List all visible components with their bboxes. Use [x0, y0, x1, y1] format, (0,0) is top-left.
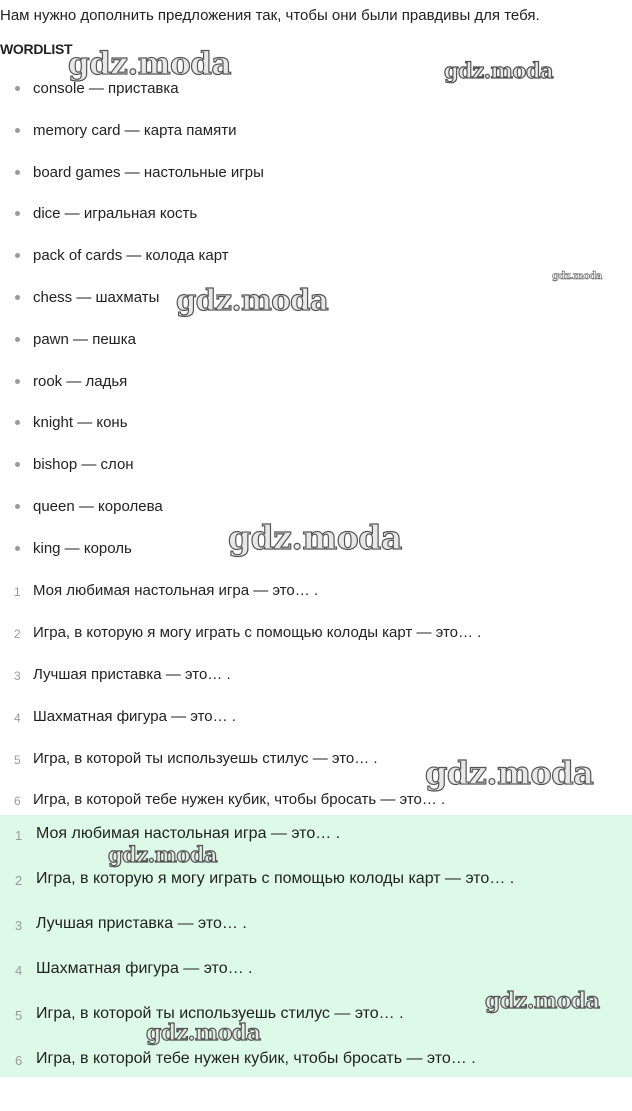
wordlist-item-text: pawn — пешка	[33, 330, 136, 348]
wordlist-item-text: memory card — карта памяти	[33, 121, 237, 139]
bullet-icon	[15, 253, 20, 258]
answer-item	[0, 1003, 514, 1048]
bullet-icon	[15, 504, 20, 509]
wordlist-item	[0, 121, 264, 163]
sentence-text: Шахматная фигура — это… .	[33, 707, 236, 725]
answer-number: 1	[15, 828, 23, 843]
wordlist-item-text: knight — конь	[33, 414, 128, 432]
wordlist-item-text: bishop — слон	[33, 456, 134, 474]
bullet-icon	[15, 295, 20, 300]
answer-text: Шахматная фигура — это… .	[36, 960, 253, 977]
wordlist-item-text: chess — шахматы	[33, 288, 160, 306]
wordlist-item-text: queen — королева	[33, 497, 163, 515]
bullet-icon	[15, 420, 20, 425]
wordlist-item	[0, 246, 264, 288]
answer-text: Лучшая приставка — это… .	[36, 915, 247, 932]
answer-box	[0, 815, 632, 1077]
bullet-icon	[15, 211, 20, 216]
sentence-number: 4	[14, 710, 21, 725]
sentence-item	[0, 664, 481, 706]
wordlist-item-text: king — король	[33, 539, 132, 557]
sentence-text: Моя любимая настольная игра — это… .	[33, 582, 319, 599]
watermark: gdz.moda	[68, 46, 231, 82]
wordlist-item-text: board games — настольные игры	[33, 163, 264, 181]
wordlist-item-text: rook — ладья	[33, 372, 128, 390]
sentence-text: Игра, в которой ты используешь стилус — это… .	[33, 749, 378, 767]
wordlist-item	[0, 539, 264, 581]
answer-item	[0, 958, 514, 1003]
bullet-icon	[15, 86, 20, 91]
answer-item	[0, 913, 514, 958]
answer-list	[0, 823, 514, 1093]
wordlist-item	[0, 330, 264, 372]
bullet-icon	[15, 379, 20, 384]
answer-number: 3	[15, 918, 23, 933]
answer-text: Игра, в которую я могу играть с помощью колоды карт — это… .	[36, 870, 515, 887]
wordlist	[0, 79, 264, 581]
wordlist-title: WORDLIST	[0, 41, 73, 57]
wordlist-item	[0, 497, 264, 539]
sentence-text: Лучшая приставка — это… .	[33, 665, 231, 683]
sentence-number: 6	[14, 794, 21, 809]
watermark: gdz.moda	[444, 58, 554, 83]
answer-text: Игра, в которой ты используешь стилус — это… .	[36, 1005, 404, 1022]
answer-text: Игра, в которой тебе нужен кубик, чтобы бросать — это… .	[36, 1050, 476, 1067]
answer-number: 4	[15, 963, 23, 978]
bullet-icon	[15, 128, 20, 133]
wordlist-item	[0, 413, 264, 455]
sentence-list	[0, 580, 481, 831]
answer-item	[0, 868, 514, 913]
sentence-item	[0, 748, 481, 790]
sentence-text: Игра, в которую я могу играть с помощью колоды карт — это… .	[33, 623, 482, 641]
watermark: gdz.moda	[146, 1020, 261, 1046]
watermark: gdz.moda	[108, 842, 218, 867]
wordlist-item	[0, 79, 264, 121]
sentence-item	[0, 622, 481, 664]
sentence-number: 5	[14, 752, 21, 767]
answer-number: 6	[15, 1053, 23, 1068]
answer-text: Моя любимая настольная игра — это… .	[36, 825, 341, 842]
intro-text: Нам нужно дополнить предложения так, чтобы они были правдивы для тебя.	[0, 7, 540, 24]
bullet-icon	[15, 462, 20, 467]
watermark: gdz.moda	[485, 988, 600, 1014]
wordlist-item	[0, 163, 264, 205]
wordlist-item	[0, 372, 264, 414]
watermark: gdz.moda	[176, 283, 329, 317]
sentence-text: Игра, в которой тебе нужен кубик, чтобы бросать — это… .	[33, 791, 446, 809]
watermark: gdz.moda	[228, 518, 402, 557]
bullet-icon	[15, 546, 20, 551]
wordlist-item	[0, 288, 264, 330]
wordlist-item-text: console — приставка	[33, 80, 179, 97]
bullet-icon	[15, 170, 20, 175]
answer-number: 2	[15, 873, 23, 888]
wordlist-item	[0, 455, 264, 497]
answer-item	[0, 823, 514, 868]
bullet-icon	[15, 337, 20, 342]
wordlist-item	[0, 204, 264, 246]
sentence-number: 2	[14, 626, 21, 641]
sentence-number: 3	[14, 668, 21, 683]
wordlist-item-text: pack of cards — колода карт	[33, 247, 229, 265]
sentence-item	[0, 706, 481, 748]
answer-item	[0, 1048, 514, 1093]
wordlist-item-text: dice — игральная кость	[33, 205, 198, 223]
watermark: gdz.moda	[425, 754, 594, 792]
sentence-number: 1	[14, 585, 21, 599]
answer-number: 5	[15, 1008, 23, 1023]
sentence-item	[0, 580, 481, 622]
watermark: gdz.moda	[552, 271, 602, 282]
